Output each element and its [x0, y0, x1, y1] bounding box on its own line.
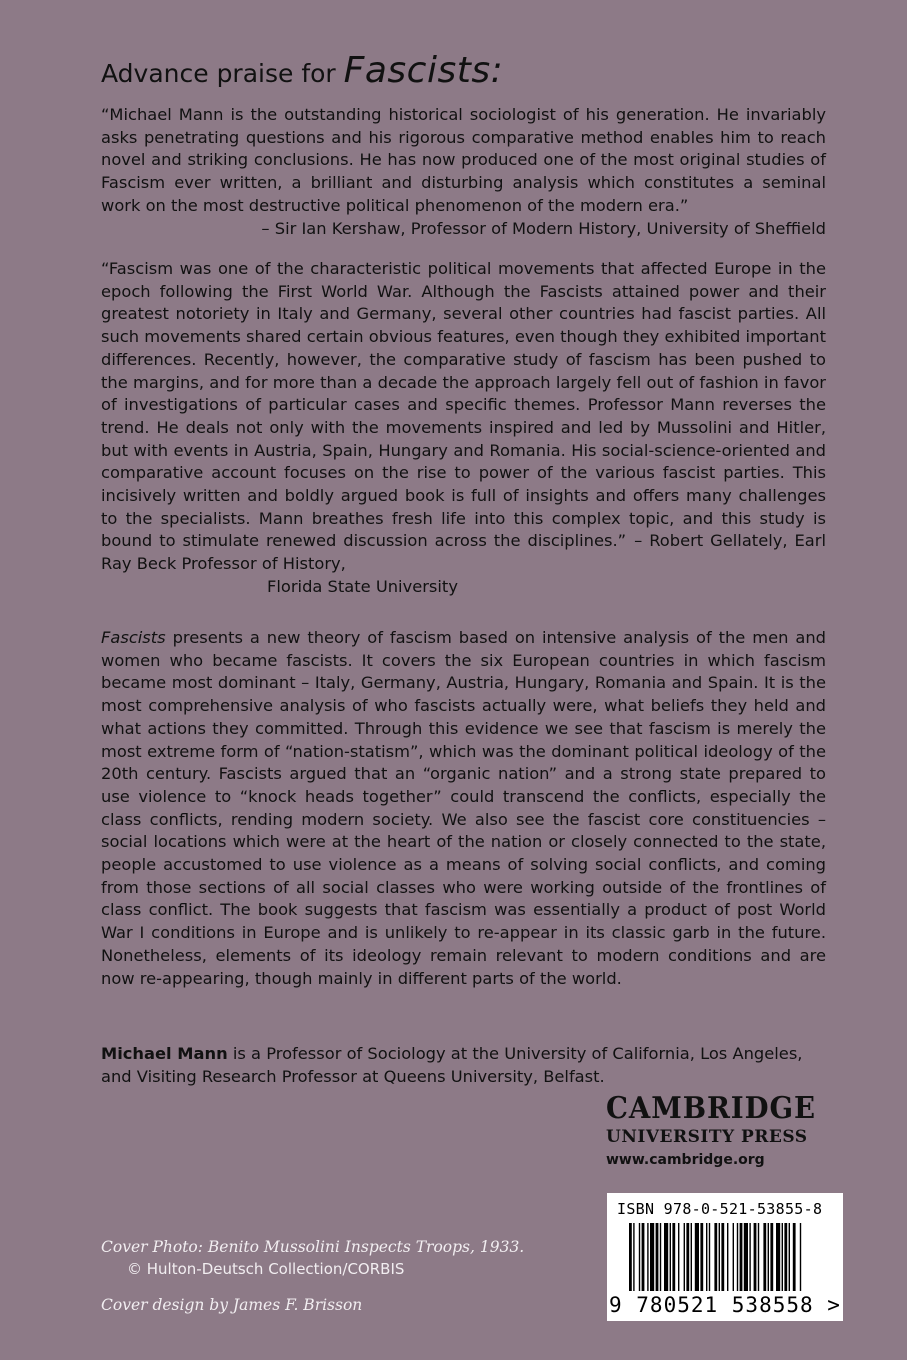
barcode-bar — [664, 1223, 668, 1291]
advance-praise-heading — [101, 50, 503, 91]
author-bio-text: is a Professor of Sociology at the University of California, Los Angeles, and Visiting Research Professor at Queens University, Belfast. — [101, 1044, 803, 1086]
barcode-bar — [782, 1223, 783, 1291]
barcode-bar — [749, 1223, 750, 1291]
barcode-bar — [793, 1223, 796, 1291]
barcode-digits: 9 780521 538558 > — [609, 1293, 841, 1317]
barcode-bar — [656, 1223, 659, 1291]
cover-photo-credit: Cover Photo: Benito Mussolini Inspects Troops, 1933. — [101, 1238, 525, 1256]
barcode-bars-icon — [615, 1223, 837, 1293]
barcode-bar — [686, 1223, 689, 1291]
barcode-bar — [691, 1223, 692, 1291]
barcode-bar — [684, 1223, 685, 1291]
heading-prefix: Advance praise for — [101, 59, 344, 88]
description-text: presents a new theory of fascism based on intensive analysis of the men and women who became fascists. It covers the six European countries in which fascism became most dominant – Italy, Germany, Austria, Hungary, Romania and Spain. It is the most comprehensive analysis of who fascists actually were, what beliefs they held and what actions they committed. Through this evidence we see that fascism is merely the most extreme form of “nation-statism”, which was the dominant political ideology of the 20th century. Fascists argued that an “organic nation” and a strong state prepared to use violence to “knock heads together” could transcend the conflicts, especially the class conflicts, rending modern society. We also see the fascist core constituencies – social locations which were at the heart of the nation or closely connected to the state, people accustomed to use violence as a means of solving social conflicts, and coming from those sections of all social classes who were working outside of the frontlines of class conflict. The book suggests that fascism was essentially a product of post World War I conditions in Europe and is unlikely to re-appear in its classic garb in the future. Nonetheless, elements of its ideology remain relevant to modern conditions and are now re-appearing, though mainly in different parts of the world. — [101, 628, 826, 988]
book-description — [101, 627, 826, 990]
quote-attribution: – Sir Ian Kershaw, Professor of Modern History, University of Sheffield — [261, 218, 826, 238]
barcode-bar — [633, 1223, 634, 1291]
barcode-bar — [670, 1223, 671, 1291]
quote-text: “Fascism was one of the characteristic political movements that affected Europe in the epoch following the First World War. Although the Fascists attained power and their greatest notoriety in Italy and Germany, several other countries had fascist parties. All such movements shared certain obvious features, even though they exhibited important differences. Recently, however, the comparative study of fascism has been pushed to the margins, and for more than a decade the approach largely fell out of fashion in favor of investigations of particular cases and specific themes. Professor Mann reverses the trend. He deals not only with the movements inspired and led by Mussolini and Hitler, but with events in Austria, Spain, Hungary and Romania. His social-science-oriented and comparative account focuses on the rise to power of the various fascist parties. This incisively written and boldly argued book is full of insights and offers many challenges to the specialists. Mann breathes fresh life into this complex topic, and this study is bound to stimulate renewed discussion across the disciplines.” — [101, 259, 826, 551]
barcode-bar — [642, 1223, 645, 1291]
barcode-bar — [639, 1223, 640, 1291]
isbn-label: ISBN 978-0-521-53855-8 — [617, 1200, 823, 1218]
barcode-bar — [776, 1223, 780, 1291]
barcode-bar — [695, 1223, 699, 1291]
barcode-bar — [784, 1223, 787, 1291]
barcode-bar — [660, 1223, 661, 1291]
barcode-bar — [629, 1223, 632, 1291]
barcode-bar — [740, 1223, 743, 1291]
book-title: Fascists: — [343, 50, 504, 91]
barcode-bar — [709, 1223, 710, 1291]
praise-quote-1 — [101, 104, 826, 240]
barcode-bar — [754, 1223, 757, 1291]
barcode-bar — [768, 1223, 769, 1291]
barcode-bar — [800, 1223, 801, 1291]
author-bio — [101, 1043, 826, 1088]
quote-text: “Michael Mann is the outstanding historical sociologist of his generation. He invariably asks penetrating questions and his rigorous comparative method enables him to reach novel and striking conclusions. He has now produced one of the most original studies of Fascism ever written, a brilliant and disturbing analysis which constitutes a seminal work on the most destructive political phenomenon of the modern era.” — [101, 105, 826, 215]
barcode-bar — [737, 1223, 738, 1291]
publisher-name: CAMBRIDGE — [606, 1091, 816, 1126]
barcode-bar — [763, 1223, 766, 1291]
barcode-bar — [672, 1223, 675, 1291]
barcode-bar — [789, 1223, 790, 1291]
publisher-logo — [606, 1092, 846, 1172]
barcode-bar — [647, 1223, 648, 1291]
author-name: Michael Mann — [101, 1044, 228, 1063]
isbn-barcode — [607, 1193, 843, 1321]
praise-quote-2 — [101, 258, 826, 599]
publisher-website: www.cambridge.org — [606, 1152, 765, 1168]
barcode-bar — [744, 1223, 748, 1291]
publisher-subtitle: UNIVERSITY PRESS — [606, 1127, 808, 1147]
barcode-bar — [758, 1223, 759, 1291]
barcode-bar — [714, 1223, 717, 1291]
description-book-title: Fascists — [101, 628, 166, 647]
quote-attribution: – Robert Gellately, Earl Ray Beck Professor of History, — [101, 531, 826, 574]
quote-attribution-continued: Florida State University — [267, 576, 458, 596]
barcode-bar — [733, 1223, 734, 1291]
barcode-bar — [727, 1223, 728, 1291]
barcode-bar — [721, 1223, 724, 1291]
photo-copyright: © Hulton-Deutsch Collection/CORBIS — [127, 1260, 405, 1278]
barcode-bar — [700, 1223, 703, 1291]
barcode-bar — [719, 1223, 720, 1291]
barcode-bar — [650, 1223, 654, 1291]
barcode-bar — [706, 1223, 707, 1291]
barcode-bar — [678, 1223, 679, 1291]
cover-design-credit: Cover design by James F. Brisson — [101, 1296, 363, 1314]
barcode-bar — [770, 1223, 773, 1291]
